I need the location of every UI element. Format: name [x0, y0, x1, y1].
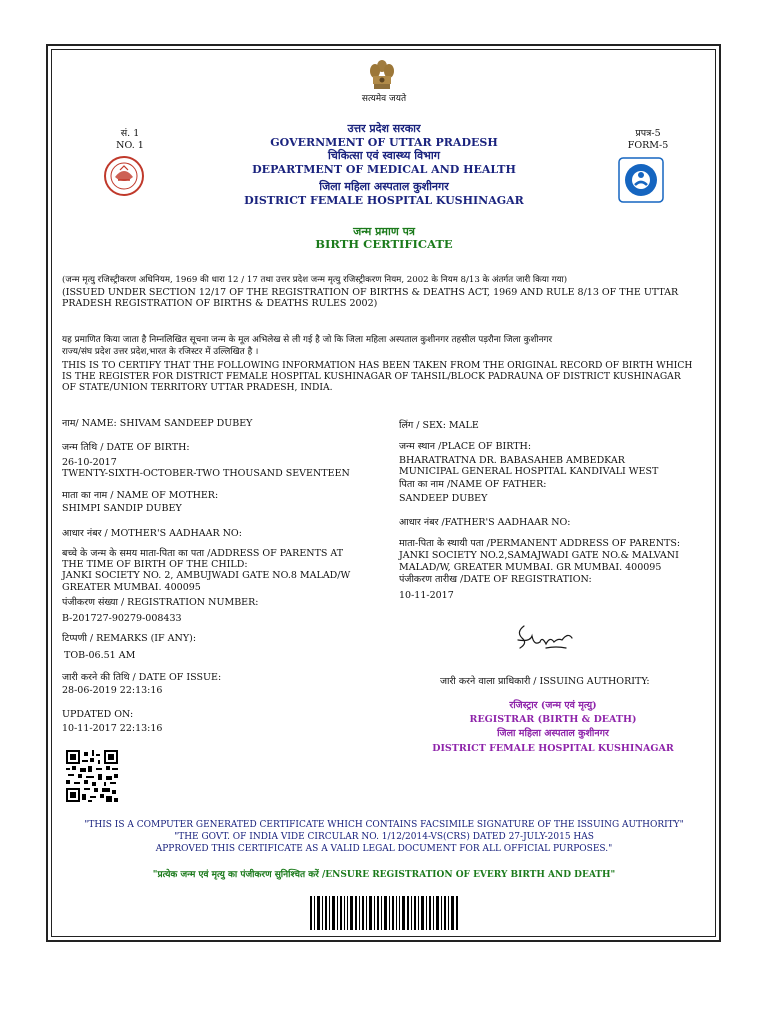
registrar-signature [510, 618, 580, 658]
header-hospital-english: DISTRICT FEMALE HOSPITAL KUSHINAGAR [244, 194, 524, 207]
form-english: FORM-5 [627, 140, 669, 151]
certify-english-line3: OF STATE/UNION TERRITORY UTTAR PRADESH, INDIA. [62, 382, 333, 393]
footer-computer-generated: "THIS IS A COMPUTER GENERATED CERTIFICATE WHICH CONTAINS FACSIMILE SIGNATURE OF THE ISSUING AUTHORITY" [84, 820, 684, 830]
reg-date-value: 10-11-2017 [399, 590, 454, 601]
pob-line2: MUNICIPAL GENERAL HOSPITAL KANDIVALI WEST [399, 466, 659, 477]
perm-address-label: माता-पिता के स्थायी पता /PERMANENT ADDRESS OF PARENTS: [399, 538, 681, 549]
title-english: BIRTH CERTIFICATE [315, 237, 453, 251]
act-text-hindi: (जन्म मृत्यु रजिस्ट्रीकरण अधिनियम, 1969 की धारा 12 / 17 तथा उत्तर प्रदेश जन्म मृत्यु रजिस्ट्रीकरण नियम, 2002 के नियम 8/13 के अंतर्गत जारी किया गया) [62, 275, 568, 285]
qr-code-icon [66, 750, 118, 802]
child-name: नाम/ NAME: SHIVAM SANDEEP DUBEY [62, 418, 253, 429]
birth-address-label-line2: THE TIME OF BIRTH OF THE CHILD: [62, 559, 248, 570]
updated-value: 10-11-2017 22:13:16 [62, 723, 163, 734]
header-dept-english: DEPARTMENT OF MEDICAL AND HEALTH [252, 163, 516, 176]
certify-english-line1: THIS IS TO CERTIFY THAT THE FOLLOWING INFORMATION HAS BEEN TAKEN FROM THE ORIGINAL RECORD OF BIRTH WHICH [62, 360, 693, 371]
header-dept-hindi: चिकित्सा एवं स्वास्थ्य विभाग [328, 149, 440, 162]
sex: लिंग / SEX: MALE [399, 420, 479, 431]
reg-number-value: B-201727-90279-008433 [62, 613, 182, 624]
issue-date-label: जारी करने की तिथि / DATE OF ISSUE: [62, 672, 222, 683]
footer-ensure-registration: "प्रत्येक जन्म एवं मृत्यु का पंजीकरण सुनिश्चित करें /ENSURE REGISTRATION OF EVERY BIRTH AND DEATH" [152, 870, 616, 880]
mother-name-label: माता का नाम / NAME OF MOTHER: [62, 490, 219, 501]
authority-hospital-english: DISTRICT FEMALE HOSPITAL KUSHINAGAR [432, 743, 674, 754]
registrar-hindi: रजिस्ट्रार (जन्म एवं मृत्यु) [509, 700, 597, 711]
updated-label: UPDATED ON: [62, 709, 134, 720]
reg-date-label: पंजीकरण तारीख /DATE OF REGISTRATION: [399, 574, 592, 585]
issue-date-value: 28-06-2019 22:13:16 [62, 685, 163, 696]
title-hindi: जन्म प्रमाण पत्र [353, 225, 415, 238]
header-hospital-hindi: जिला महिला अस्पताल कुशीनगर [319, 180, 449, 193]
act-text-line2: (ISSUED UNDER SECTION 12/17 OF THE REGISTRATION OF BIRTHS & DEATHS ACT, 1969 AND RULE 8/13 OF THE UTTAR [62, 287, 679, 298]
reg-number-label: पंजीकरण संख्या / REGISTRATION NUMBER: [62, 597, 259, 608]
authority-hospital-hindi: जिला महिला अस्पताल कुशीनगर [497, 728, 609, 739]
mother-aadhaar-label: आधार नंबर / MOTHER'S AADHAAR NO: [62, 528, 242, 539]
dob-words: TWENTY-SIXTH-OCTOBER-TWO THOUSAND SEVENTEEN [62, 468, 350, 479]
form-hindi: प्रपत्र-5 [635, 128, 661, 139]
father-name-label: पिता का नाम /NAME OF FATHER: [399, 479, 547, 490]
act-text-line3: PRADESH REGISTRATION OF BIRTHS & DEATHS RULES 2002) [62, 298, 378, 309]
dob-value: 26-10-2017 [62, 457, 117, 468]
footer-circular: "THE GOVT. OF INDIA VIDE CIRCULAR NO. 1/12/2014-VS(CRS) DATED 27-JULY-2015 HAS [174, 832, 594, 842]
issuing-authority-label: जारी करने वाला प्राधिकारी / ISSUING AUTHORITY: [440, 676, 650, 687]
perm-address-line1: JANKI SOCIETY NO.2,SAMAJWADI GATE NO.& MALVANI [399, 550, 679, 561]
barcode-icon [310, 896, 458, 930]
national-emblem-icon [364, 57, 400, 91]
birth-address-line1: JANKI SOCIETY NO. 2, AMBUJWADI GATE NO.8 MALAD/W [62, 570, 351, 581]
birth-address-line2: GREATER MUMBAI. 400095 [62, 582, 201, 593]
certify-hindi-line2: राज्य/संघ प्रदेश उत्तर प्रदेश,भारत के रजिस्टर में उल्लिखित है । [62, 347, 259, 357]
header-state-hindi: उत्तर प्रदेश सरकार [347, 122, 421, 135]
father-name-value: SANDEEP DUBEY [399, 493, 488, 504]
serial-hindi: सं. 1 [120, 128, 140, 139]
pob-label: जन्म स्थान /PLACE OF BIRTH: [399, 441, 532, 452]
certify-english-line2: IS THE REGISTER FOR DISTRICT FEMALE HOSPITAL KUSHINAGAR OF TAHSIL/BLOCK PADRAUNA OF DISTRICT KUSHINAGAR [62, 371, 681, 382]
emblem-motto: सत्यमेव जयते [361, 94, 407, 104]
birth-registration-logo-icon [618, 157, 664, 203]
birth-address-label-line1: बच्चे के जन्म के समय माता-पिता का पता /ADDRESS OF PARENTS AT [62, 548, 344, 559]
dob-label: जन्म तिथि / DATE OF BIRTH: [62, 442, 190, 453]
header-state-english: GOVERNMENT OF UTTAR PRADESH [270, 136, 498, 149]
mother-name-value: SHIMPI SANDIP DUBEY [62, 503, 182, 514]
up-government-seal-icon [103, 155, 145, 197]
serial-english: NO. 1 [116, 140, 144, 151]
pob-line1: BHARATRATNA DR. BABASAHEB AMBEDKAR [399, 455, 625, 466]
footer-valid-document: APPROVED THIS CERTIFICATE AS A VALID LEGAL DOCUMENT FOR ALL OFFICIAL PURPOSES." [155, 844, 613, 854]
remarks-label: टिप्पणी / REMARKS (IF ANY): [62, 633, 197, 644]
father-aadhaar-label: आधार नंबर /FATHER'S AADHAAR NO: [399, 517, 571, 528]
remarks-value: TOB-06.51 AM [64, 650, 136, 661]
perm-address-line2: MALAD/W, GREATER MUMBAI. GR MUMBAI. 400095 [399, 562, 662, 573]
registrar-english: REGISTRAR (BIRTH & DEATH) [469, 714, 637, 725]
certify-hindi-line1: यह प्रमाणित किया जाता है निम्नलिखित सूचना जन्म के मूल अभिलेख से ली गई है जो कि जिला महिला अस्पताल कुशीनगर तहसील पड़रौना जिला कुशीनगर [62, 335, 553, 345]
